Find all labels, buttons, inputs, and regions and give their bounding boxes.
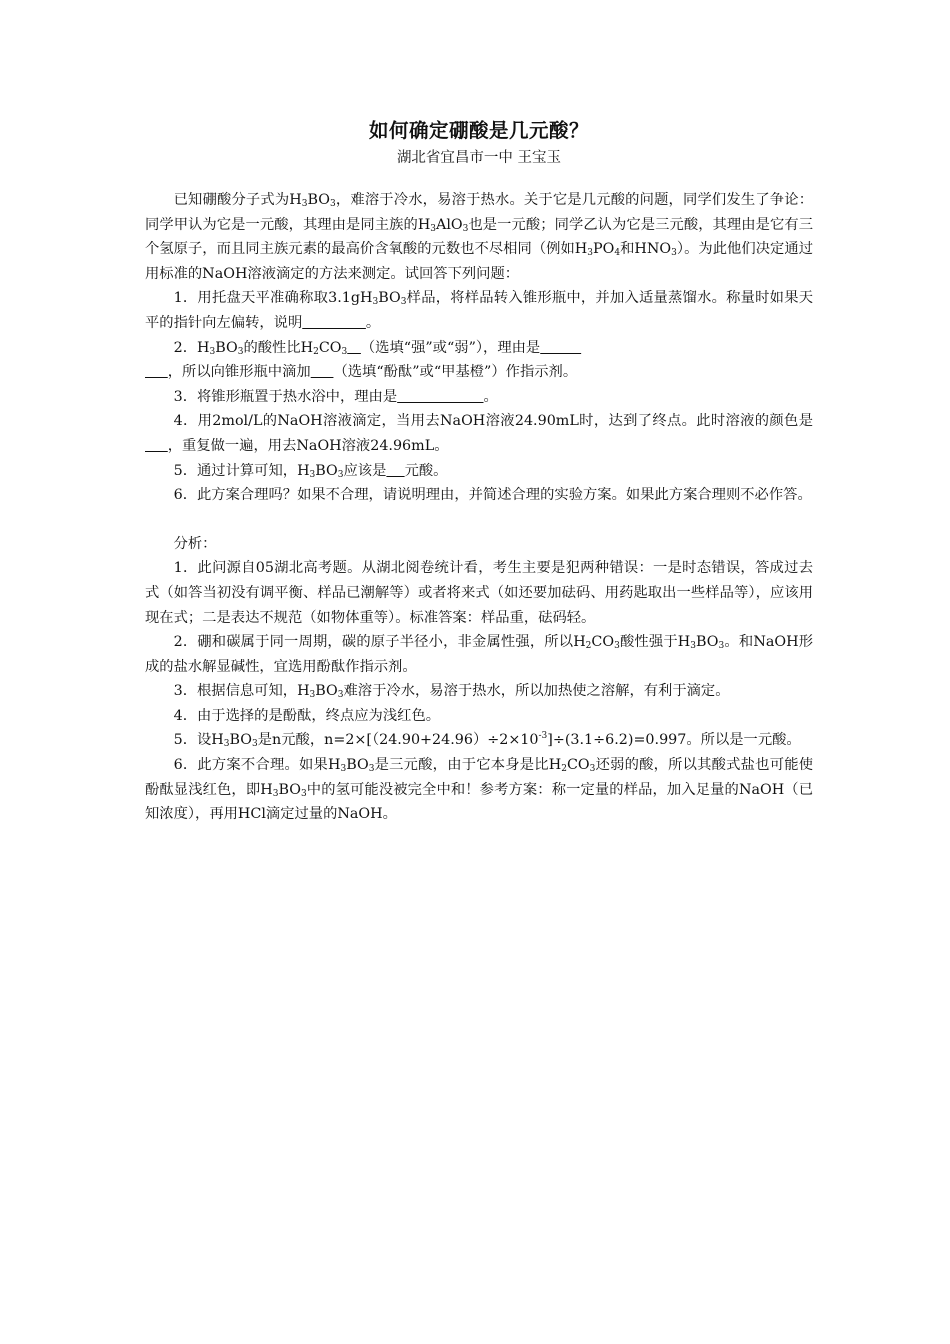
document-title: 如何确定硼酸是几元酸？ [368,119,589,142]
analysis-1: 1．此问源自05湖北高考题。从湖北阅卷统计看，考生主要是犯两种错误：一是时态错误，答成过去式（如答当初没有调平衡、样品已潮解等）或者将来式（如还要加砝码、用药匙取出一些样品等），应该用现在式；二是表达不规范（如物体重等）。标准答案：样品重，砝码轻。 [145,560,813,626]
question-5: 5．通过计算可知，$H_3BO_3$应该是 元酸。 [173,462,448,480]
analysis-5: 5．设$H_3BO_3$是n元酸，$n=2\times[(24.90+24.96)\div 2\times 10^{-3}]\div(3.1\div 6.2)=0.997$。所以是一元酸。 [173,731,801,750]
answer-blank [397,389,483,405]
intro-paragraph: 已知硼酸分子式为$H_3BO_3$，难溶于冷水，易溶于热水。关于它是几元酸的问题，同学们发生了争论：同学甲认为它是一元酸，其理由是同主族的$H_3AlO_3$也是一元酸；同学乙认为它是三元酸，其理由是它有三个氢原子，而且同主族元素的最高价含氧酸的元数也不尽相同（例如$H_3PO_4$和$HNO_3$）。为此他们决定通过用标准的NaOH溶液滴定的方法来测定。试回答下列问题： [145,192,814,282]
analysis-6: 6．此方案不合理。如果$H_3BO_3$是三元酸，由于它本身是比$H_2CO_3$还弱的酸，所以其酸式盐也可能使酚酞显浅红色，即$H_3BO_3$中的氢可能没被完全中和！参考方案：称一定量的样品，加入足量的NaOH（已知浓度），再用HCl滴定过量的NaOH。 [145,757,814,823]
document-page [145,116,813,827]
answer-blank [302,315,366,331]
answer-blank [311,364,334,380]
analysis-3: 3．根据信息可知，$H_3BO_3$难溶于冷水，易溶于热水，所以加热使之溶解，有利于滴定。 [173,683,730,701]
question-6: 6．此方案合理吗？如果不合理，请说明理由，并简述合理的实验方案。如果此方案合理则不必作答。 [173,487,812,504]
analysis-2: 2．硼和碳属于同一周期，碳的原子半径小，非金属性强，所以$H_2CO_3$酸性强于$H_3BO_3$。和NaOH形成的盐水解显碱性，宜选用酚酞作指示剂。 [145,634,814,675]
answer-blank [347,340,361,356]
question-2: 2．$H_3BO_3$的酸性比$H_2CO_3$ （选填“强”或“弱”），理由是 ，所以向锥形瓶中滴加 （选填“酚酞”或“甲基橙”）作指示剂。 [145,336,813,385]
answer-blank [540,340,581,356]
answer-blank [145,438,168,454]
question-3: 3．将锥形瓶置于热水浴中，理由是 。 [173,388,498,405]
answer-blank [145,364,168,380]
analysis-heading: 分析： [173,535,217,552]
document-author: 湖北省宜昌市一中 王宝玉 [396,150,562,166]
analysis-4: 4．由于选择的是酚酞，终点应为浅红色。 [173,707,441,724]
answer-blank [386,463,404,479]
spacer [145,508,813,532]
question-1: 1．用托盘天平准确称取$3.1gH_3BO_3$样品，将样品转入锥形瓶中，并加入适量蒸馏水。称量时如果天平的指针向左偏转，说明 。 [145,290,814,331]
question-4: 4．用2mol/L的NaOH溶液滴定，当用去NaOH溶液24.90mL时，达到了终点。此时溶液的颜色是 ，重复做一遍，用去NaOH溶液24.96mL。 [145,409,813,458]
